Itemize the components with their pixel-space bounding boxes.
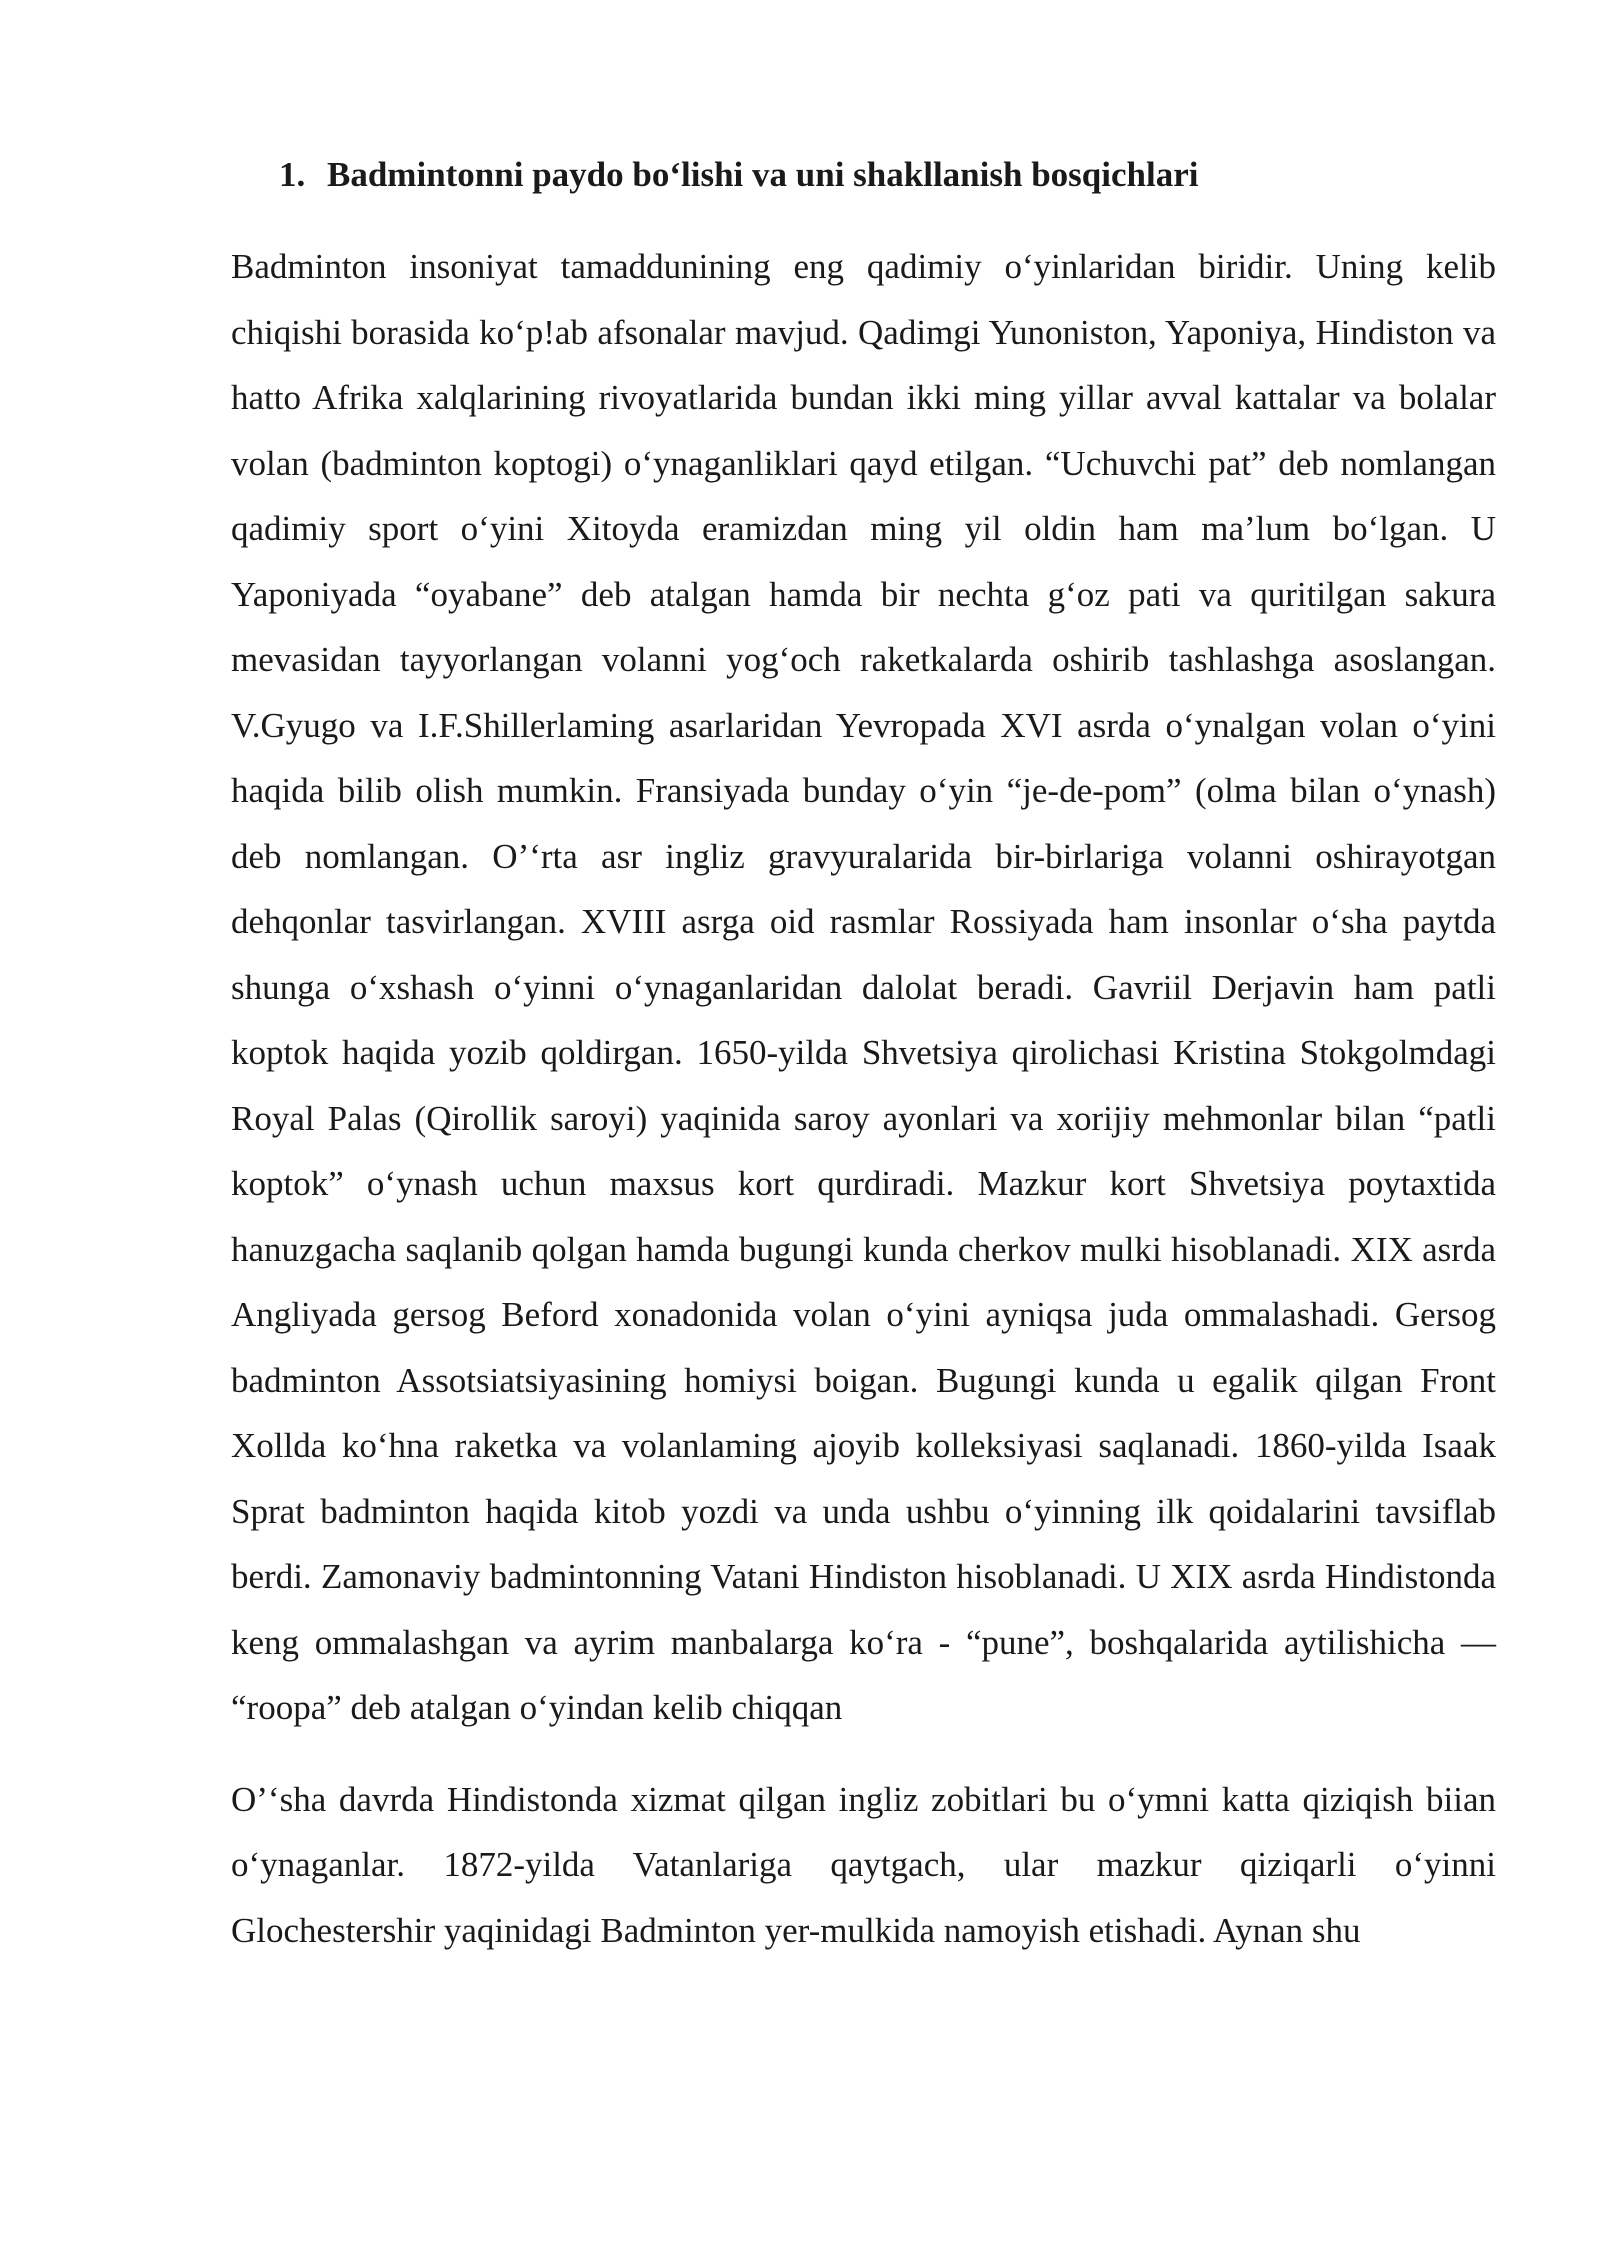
document-body xyxy=(231,150,1496,1989)
paragraph-2: O’‘sha davrda Hindistonda xizmat qilgan ingliz zobitlari bu o‘ymni katta qiziqish biian o‘ynaganlar. 1872-yilda Vatanlariga qaytgach, ular mazkur qiziqarli o‘yinni Glochestershir yaqinidagi Badminton yer-mulkida namoyish etishadi. Aynan shu xyxy=(231,1779,1496,1950)
paragraph-1: Badminton insoniyat tamaddunining eng qadimiy o‘yinlaridan biridir. Uning kelib chiqishi borasida ko‘p!ab afsonalar mavjud. Qadimgi Yunoniston, Yaponiya, Hindiston va hatto Afrika xalqlarining rivoyatlarida bundan ikki ming yillar avval kattalar va bolalar volan (badminton koptogi) o‘ynaganliklari qayd etilgan. “Uchuvchi pat” deb nomlangan qadimiy sport o‘yini Xitoyda eramizdan ming yil oldin ham ma’lum bo‘lgan. U Yaponiyada “oyabane” deb atalgan hamda bir nechta g‘oz pati va quritilgan sakura mevasidan tayyorlangan volanni yog‘och raketkalarda oshirib tashlashga asoslangan. V.Gyugo va I.F.Shillerlaming asarlaridan Yevropada XVI asrda o‘ynalgan volan o‘yini haqida bilib olish mumkin. Fransiyada bunday o‘yin “je-de-pom” (olma bilan o‘ynash) deb nomlangan. O’‘rta asr ingliz gravyuralarida bir-birlariga volanni oshirayotgan dehqonlar tasvirlangan. XVIII asrga oid rasmlar Rossiyada ham insonlar o‘sha paytda shunga o‘xshash o‘yinni o‘ynaganlaridan dalolat beradi. Gavriil Derjavin ham patli koptok haqida yozib qoldirgan. 1650-yilda Shvetsiya qirolichasi Kristina Stokgolmdagi Royal Palas (Qirollik saroyi) yaqinida saroy ayonlari va xorijiy mehmonlar bilan “patli koptok” o‘ynash uchun maxsus kort qurdiradi. Mazkur kort Shvetsiya poytaxtida hanuzgacha saqlanib qolgan hamda bugungi kunda cherkov mulki hisoblanadi. XIX asrda Angliyada gersog Beford xonadonida volan o‘yini ayniqsa juda ommalashadi. Gersog badminton Assotsiatsiyasining homiysi boigan. Bugungi kunda u egalik qilgan Front Xollda ko‘hna raketka va volanlaming ajoyib kolleksiyasi saqlanadi. 1860-yilda Isaak Sprat badminton haqida kitob yozdi va unda ushbu o‘yinning ilk qoidalarini tavsiflab berdi. Zamonaviy badmintonning Vatani Hindiston hisoblanadi. U XIX asrda Hindistonda keng ommalashgan va ayrim manbalarga ko‘ra - “pune”, boshqalarida aytilishicha — “roopa” deb atalgan o‘yindan kelib chiqqan xyxy=(231,247,1496,1727)
section-number: 1. xyxy=(279,155,306,194)
section-title: Badmintonni paydo bo‘lishi va uni shakllanish bosqichlari xyxy=(327,155,1199,194)
section-heading xyxy=(279,150,1496,200)
